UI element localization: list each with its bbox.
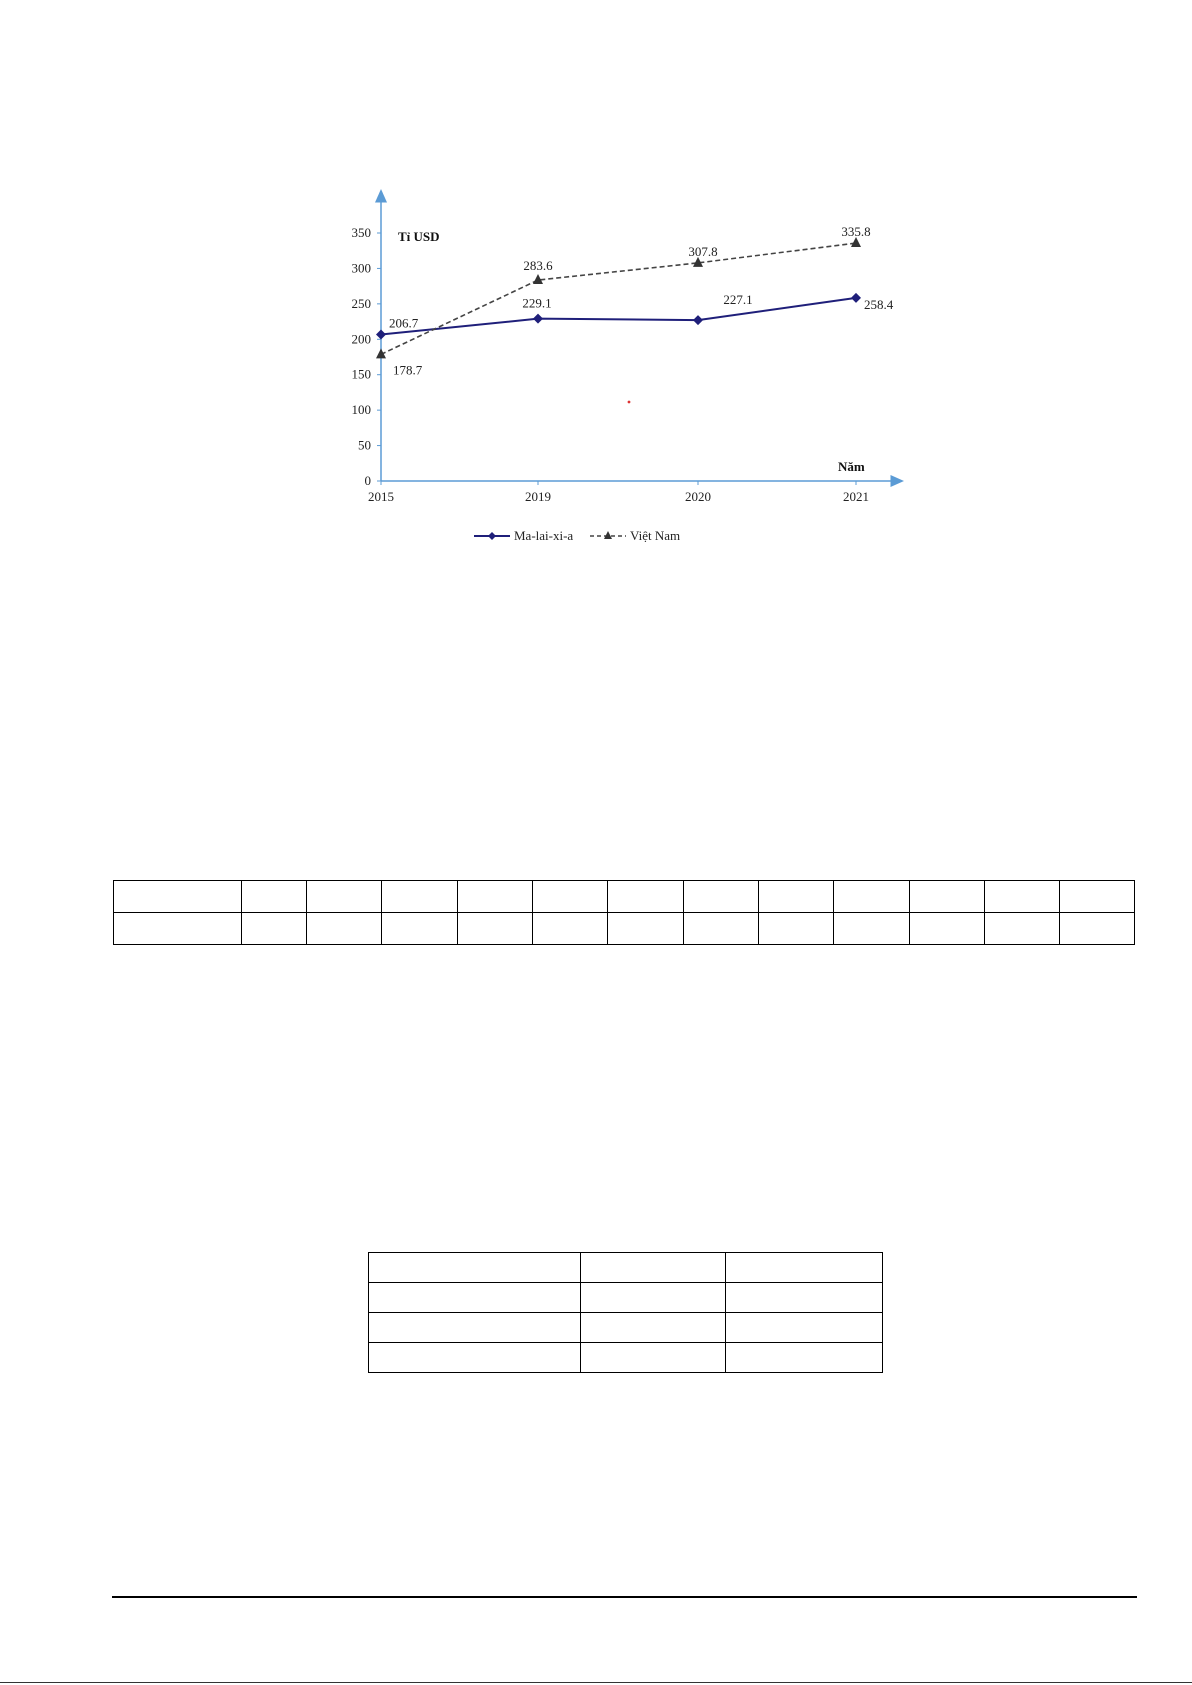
blank-table-bottom [368, 1252, 883, 1373]
line-chart [0, 0, 1192, 600]
table-cell [726, 1253, 883, 1283]
table-cell [581, 1283, 726, 1313]
data-label: 206.7 [389, 315, 419, 331]
y-axis-ticks [352, 225, 382, 488]
data-point-diamond [693, 315, 703, 325]
table-cell [114, 881, 242, 913]
table-cell [458, 913, 533, 945]
stray-dot-mark [628, 401, 631, 404]
table-cell [369, 1253, 581, 1283]
table-cell [726, 1283, 883, 1313]
page-bottom-divider [0, 1682, 1192, 1683]
x-axis-title: Năm [838, 459, 865, 474]
table-cell [114, 913, 242, 945]
data-point-diamond [533, 314, 543, 324]
data-label: 307.8 [688, 243, 718, 259]
chart-legend [474, 528, 680, 543]
table-row [369, 1343, 883, 1373]
table-cell [581, 1313, 726, 1343]
table-row [369, 1313, 883, 1343]
table-cell [684, 913, 759, 945]
x-tick-label: 2019 [525, 489, 551, 504]
table-row [369, 1283, 883, 1313]
table-cell [533, 913, 608, 945]
y-tick-label: 250 [351, 295, 371, 311]
series-line [381, 295, 856, 335]
chart-axes [381, 195, 898, 481]
data-point-diamond [851, 293, 861, 303]
data-label: 178.7 [393, 362, 423, 378]
table-cell [759, 913, 834, 945]
table-cell [834, 913, 910, 945]
table-cell [1060, 881, 1135, 913]
table-cell [608, 913, 684, 945]
data-label: 227.1 [723, 292, 753, 308]
data-label: 283.6 [523, 258, 553, 274]
table-cell [985, 881, 1060, 913]
series-line [381, 243, 856, 354]
table-row [114, 881, 1135, 913]
data-point-diamond [376, 330, 386, 340]
table-cell [307, 881, 382, 913]
data-label: 335.8 [841, 224, 871, 240]
data-label: 258.4 [864, 296, 894, 312]
table-row [369, 1253, 883, 1283]
data-label: 229.1 [522, 295, 552, 311]
table-cell [608, 881, 684, 913]
table-cell [985, 913, 1060, 945]
table-cell [533, 881, 608, 913]
table-cell [759, 881, 834, 913]
y-axis-title: Tỉ USD [398, 229, 440, 244]
table-cell [369, 1343, 581, 1373]
y-tick-label: 100 [351, 402, 371, 418]
table-cell [1060, 913, 1135, 945]
table-cell [581, 1253, 726, 1283]
series-malaysia [376, 292, 894, 339]
table-cell [910, 913, 985, 945]
legend-marker-diamond [488, 532, 496, 540]
table-cell [242, 881, 307, 913]
table-cell [726, 1343, 883, 1373]
y-tick-label: 300 [351, 260, 371, 276]
legend-label-malaysia: Ma-lai-xi-a [514, 528, 574, 543]
x-tick-label: 2020 [685, 489, 711, 504]
table-cell [369, 1283, 581, 1313]
y-tick-label: 200 [351, 331, 371, 347]
footer-divider [112, 1596, 1137, 1598]
table-cell [581, 1343, 726, 1373]
table-cell [307, 913, 382, 945]
x-tick-label: 2021 [843, 489, 869, 504]
series-layer [376, 224, 894, 403]
y-tick-label: 350 [351, 225, 371, 240]
table-cell [382, 913, 458, 945]
x-axis-ticks [368, 481, 869, 504]
table-cell [834, 881, 910, 913]
series-vietnam [376, 224, 871, 377]
table-cell [910, 881, 985, 913]
legend-label-vietnam: Việt Nam [630, 528, 681, 543]
y-tick-label: 0 [364, 473, 371, 488]
table-cell [242, 913, 307, 945]
table-cell [458, 881, 533, 913]
table-cell [382, 881, 458, 913]
legend-marker-triangle [604, 531, 612, 539]
x-tick-label: 2015 [368, 489, 394, 504]
table-cell [684, 881, 759, 913]
y-tick-label: 50 [358, 437, 371, 453]
y-tick-label: 150 [351, 366, 371, 382]
table-row [114, 913, 1135, 945]
table-cell [726, 1313, 883, 1343]
table-cell [369, 1313, 581, 1343]
blank-table-top [113, 880, 1135, 945]
